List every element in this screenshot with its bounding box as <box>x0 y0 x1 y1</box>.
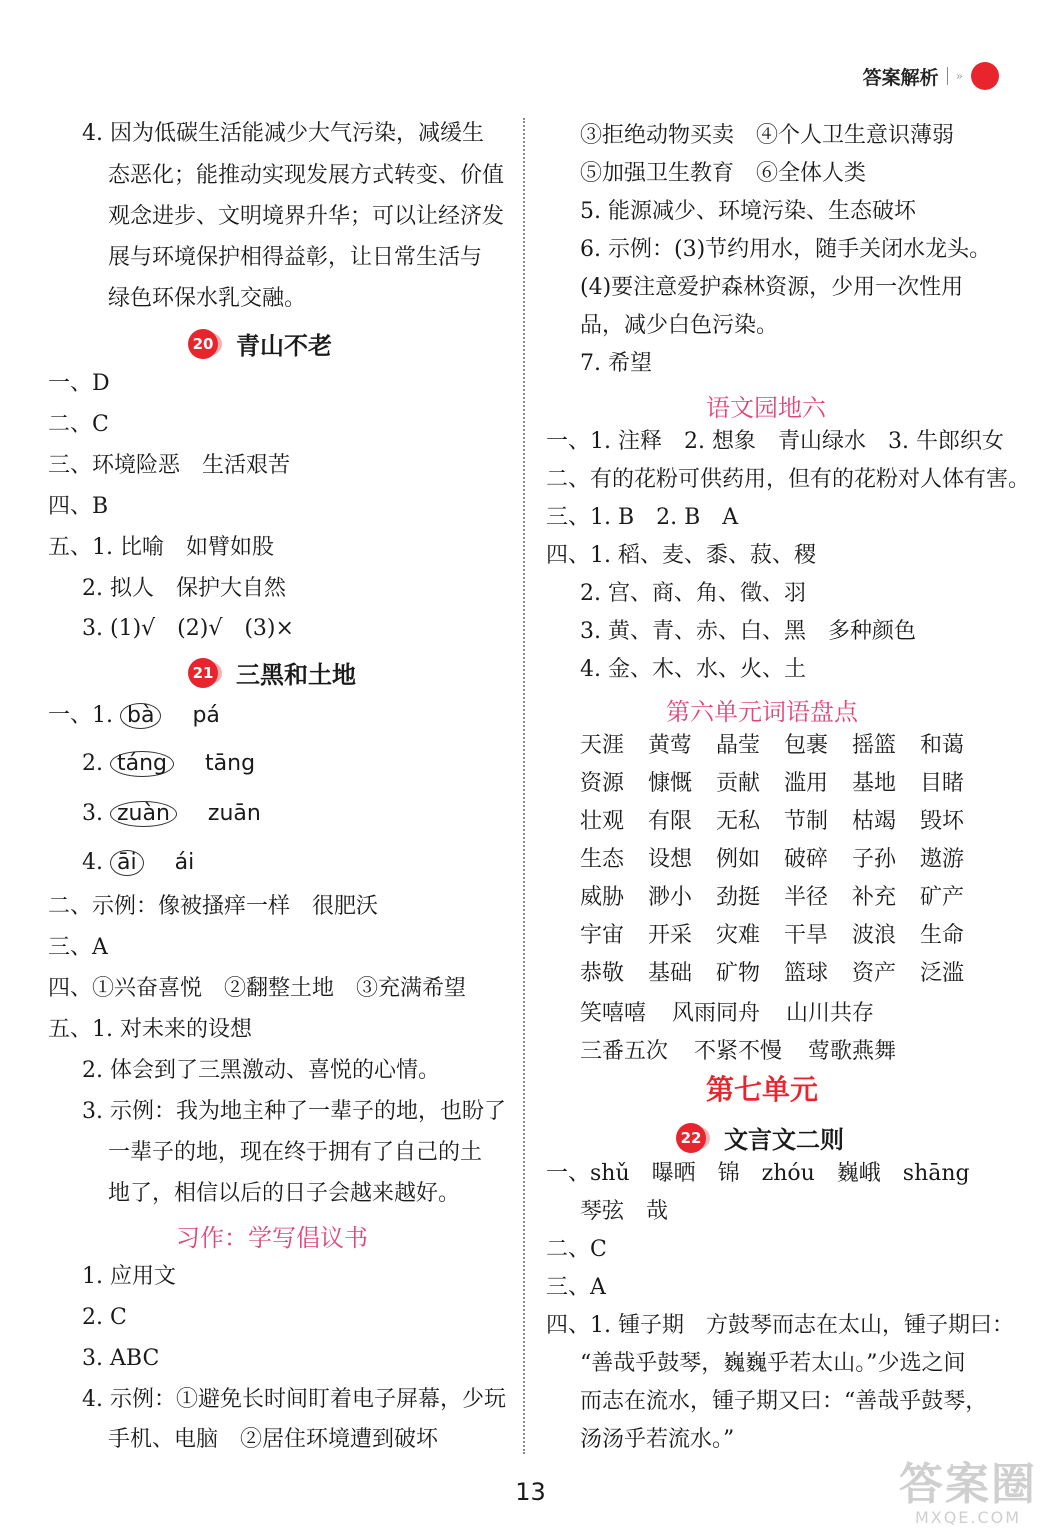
vocab-word: 有限 <box>648 809 693 834</box>
item-number: 2. <box>82 751 103 776</box>
header-separator <box>947 67 948 85</box>
answer-line: 态恶化；能推动实现发展方式转变、价值 <box>108 163 505 188</box>
answer-line: 四、1. 稻、麦、黍、菽、稷 <box>546 543 816 568</box>
pinyin: pá <box>192 703 220 728</box>
answer-line: 2. 体会到了三黑激动、喜悦的心情。 <box>82 1058 440 1083</box>
vocab-word: 劲挺 <box>716 885 761 910</box>
answer-line: 五、1. 比喻 如臂如股 <box>48 535 274 560</box>
vocab-word: 泛滥 <box>920 961 965 986</box>
answer-line: 一辈子的地，现在终于拥有了自己的土 <box>108 1140 483 1165</box>
answer-line: 一、1. 注释 2. 想象 青山绿水 3. 牛郎织女 <box>546 429 1004 454</box>
watermark <box>893 1448 1043 1528</box>
answer-line: 三、环境险恶 生活艰苦 <box>48 453 291 478</box>
answer-line: 琴弦 哉 <box>580 1199 669 1224</box>
vocab-word: 晶莹 <box>716 733 761 758</box>
answer-line: 二、C <box>546 1237 607 1262</box>
page-number: 13 <box>515 1478 546 1506</box>
answer-line: 一、D <box>48 371 110 396</box>
circled-pinyin: āi <box>110 850 144 876</box>
lesson-20-title <box>188 326 332 361</box>
watermark-url: MXQE.COM <box>914 1508 1022 1527</box>
pinyin-line <box>82 847 194 879</box>
page-header <box>863 62 999 90</box>
lesson-badge: 21 <box>188 658 218 688</box>
vocab-word: 基地 <box>852 771 897 796</box>
vocab-word: 设想 <box>648 847 693 872</box>
header-circle-icon <box>971 62 999 90</box>
answer-line: 展与环境保护相得益彰，让日常生活与 <box>108 245 483 270</box>
vocab-word: 慷慨 <box>648 771 693 796</box>
answer-line: 5. 能源减少、环境污染、生态破坏 <box>580 199 916 224</box>
lesson-title-text: 三黑和土地 <box>236 661 356 689</box>
vocab-word: 滥用 <box>784 771 829 796</box>
item-number: 一、1. <box>48 703 113 728</box>
answer-line: 观念进步、文明境界升华；可以让经济发 <box>108 204 505 229</box>
item-number: 4. <box>82 850 103 875</box>
answer-line: 四、①兴奋喜悦 ②翻整土地 ③充满希望 <box>48 976 467 1001</box>
answer-line: 1. 应用文 <box>82 1264 176 1289</box>
idiom: 笑嘻嘻 <box>580 1001 647 1026</box>
idiom: 莺歌燕舞 <box>808 1039 897 1064</box>
answer-line: 4. 示例：①避免长时间盯着电子屏幕，少玩 <box>82 1387 506 1412</box>
answer-line: 二、C <box>48 412 109 437</box>
pinyin: tāng <box>205 751 256 776</box>
answer-line: 一、shǔ 曝晒 锦 zhóu 巍峨 shāng <box>546 1161 970 1186</box>
vocab-word: 恭敬 <box>580 961 625 986</box>
answer-line: 三、1. B 2. B A <box>546 505 739 530</box>
circled-pinyin: bà <box>120 703 161 729</box>
answer-line: 2. 宫、商、角、徵、羽 <box>580 581 806 606</box>
vocab-word: 渺小 <box>648 885 693 910</box>
vocab-word: 遨游 <box>920 847 965 872</box>
idiom: 山川共存 <box>786 1001 875 1026</box>
vocab-word: 破碎 <box>784 847 829 872</box>
vocab-word: 资源 <box>580 771 625 796</box>
vocab-word: 威胁 <box>580 885 625 910</box>
answer-line: 二、示例：像被搔痒一样 很肥沃 <box>48 894 379 919</box>
vocab-word: 基础 <box>648 961 693 986</box>
answer-line: 汤汤乎若流水。” <box>580 1427 735 1452</box>
lesson-badge: 22 <box>676 1123 706 1153</box>
vocab-word: 矿物 <box>716 961 761 986</box>
pinyin: zuān <box>207 801 261 826</box>
answer-line: 四、1. 锺子期 方鼓琴而志在太山，锺子期曰： <box>546 1313 1014 1338</box>
vocab-word: 开采 <box>648 923 693 948</box>
lesson-21-title <box>188 655 356 690</box>
vocab-word: 矿产 <box>920 885 965 910</box>
word-grid <box>580 730 988 990</box>
idiom-row-1 <box>580 998 874 1030</box>
unit-7-title: 第七单元 <box>706 1073 819 1106</box>
answer-line: ③拒绝动物买卖 ④个人卫生意识薄弱 <box>580 123 955 148</box>
vocab-word: 节制 <box>784 809 829 834</box>
vocab-word: 包裹 <box>784 733 829 758</box>
answer-line: 手机、电脑 ②居住环境遭到破坏 <box>108 1427 439 1452</box>
answer-line: 4. 金、木、水、火、土 <box>580 657 806 682</box>
lesson-title-text: 青山不老 <box>236 332 332 360</box>
vocab-word: 宇宙 <box>580 923 625 948</box>
lesson-badge: 20 <box>188 329 218 359</box>
answer-line: 三、A <box>48 935 108 960</box>
answer-line: 而志在流水，锺子期又曰：“善哉乎鼓琴， <box>580 1389 988 1414</box>
header-arrows: » <box>955 69 963 83</box>
circled-pinyin: táng <box>110 751 174 777</box>
pinyin: ái <box>174 850 195 875</box>
lesson-title-text: 文言文二则 <box>724 1126 844 1154</box>
answer-line: (4)要注意爱护森林资源，少用一次性用 <box>580 275 964 300</box>
idiom: 不紧不慢 <box>694 1039 783 1064</box>
answer-line: 四、B <box>48 494 109 519</box>
vocab-word: 资产 <box>852 961 897 986</box>
lesson-22-title <box>676 1120 844 1155</box>
answer-line: 3. 黄、青、赤、白、黑 多种颜色 <box>580 619 916 644</box>
header-label: 答案解析 <box>862 66 939 89</box>
vocab-word: 壮观 <box>580 809 625 834</box>
vocab-word: 无私 <box>716 809 761 834</box>
answer-line: 2. 拟人 保护大自然 <box>82 576 286 601</box>
vocab-word: 灾难 <box>716 923 761 948</box>
answer-line: ⑤加强卫生教育 ⑥全体人类 <box>580 161 867 186</box>
idiom: 风雨同舟 <box>672 1001 761 1026</box>
vocab-word: 毁坏 <box>920 809 965 834</box>
vocab-word: 补充 <box>852 885 897 910</box>
garden-section-title: 语文园地六 <box>706 394 826 422</box>
watermark-text: 答案圈 <box>899 1459 1037 1510</box>
vocab-word: 贡献 <box>716 771 761 796</box>
answer-line: 地了，相信以后的日子会越来越好。 <box>108 1181 461 1206</box>
vocab-word: 摇篮 <box>852 733 897 758</box>
column-divider <box>523 118 525 1454</box>
answer-line: “善哉乎鼓琴，巍巍乎若太山。”少选之间 <box>580 1351 966 1376</box>
answer-line: 3. ABC <box>82 1346 160 1371</box>
answer-line: 品，减少白色污染。 <box>580 313 779 338</box>
vocab-word: 子孙 <box>852 847 897 872</box>
essay-section-title: 习作：学写倡议书 <box>176 1224 368 1252</box>
words-section-title: 第六单元词语盘点 <box>666 698 858 726</box>
answer-line: 二、有的花粉可供药用，但有的花粉对人体有害。 <box>546 467 1031 492</box>
answer-line: 绿色环保水乳交融。 <box>108 286 307 311</box>
vocab-word: 目睹 <box>920 771 965 796</box>
vocab-word: 和蔼 <box>920 733 965 758</box>
vocab-word: 半径 <box>784 885 829 910</box>
idiom: 三番五次 <box>580 1039 669 1064</box>
vocab-word: 天涯 <box>580 733 625 758</box>
answer-line: 五、1. 对未来的设想 <box>48 1017 252 1042</box>
answer-line: 4. 因为低碳生活能减少大气污染，减缓生 <box>82 121 484 146</box>
answer-line: 三、A <box>546 1275 606 1300</box>
vocab-word: 波浪 <box>852 923 897 948</box>
vocab-word: 篮球 <box>784 961 829 986</box>
idiom-row-2 <box>580 1036 896 1068</box>
answer-line: 3. 示例：我为地主种了一辈子的地，也盼了 <box>82 1099 506 1124</box>
vocab-word: 生命 <box>920 923 965 948</box>
circled-pinyin: zuàn <box>110 801 177 827</box>
vocab-word: 黄莺 <box>648 733 693 758</box>
vocab-word: 生态 <box>580 847 625 872</box>
answer-line: 2. C <box>82 1305 127 1330</box>
pinyin-line <box>82 748 255 780</box>
vocab-word: 例如 <box>716 847 761 872</box>
answer-line: 3. (1)√ (2)√ (3)× <box>82 616 294 641</box>
vocab-word: 枯竭 <box>852 809 897 834</box>
pinyin-line <box>48 700 220 732</box>
answer-line: 7. 希望 <box>580 351 652 376</box>
item-number: 3. <box>82 801 103 826</box>
pinyin-line <box>82 798 261 830</box>
vocab-word: 干旱 <box>784 923 829 948</box>
answer-line: 6. 示例：(3)节约用水，随手关闭水龙头。 <box>580 237 992 262</box>
